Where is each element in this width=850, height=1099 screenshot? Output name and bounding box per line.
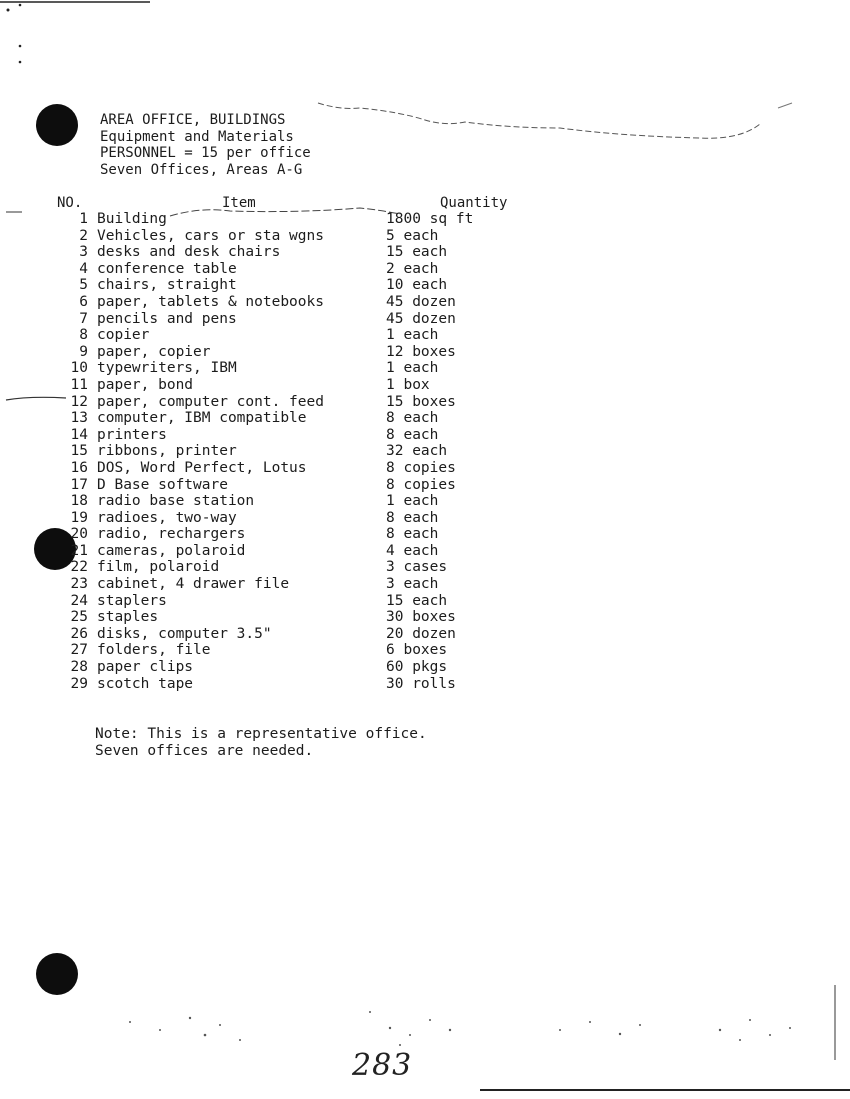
document-header (100, 112, 311, 178)
item-number: 14 (70, 426, 88, 443)
item-number: 28 (70, 659, 88, 676)
note-line-1: Note: This is a representative office. (95, 726, 427, 742)
item-quantity: 8 each (386, 509, 439, 526)
item-name: computer, IBM compatible (97, 410, 307, 427)
item-name: paper, tablets & notebooks (97, 293, 324, 310)
column-header-no: NO. (57, 195, 83, 211)
item-quantity: 12 boxes (386, 343, 456, 360)
item-quantity: 3 cases (386, 559, 448, 576)
item-quantity: 8 each (386, 426, 439, 443)
item-quantity: 8 each (386, 526, 439, 543)
item-quantity: 10 each (386, 277, 448, 294)
item-number: 13 (70, 410, 88, 427)
item-quantity: 3 each (386, 576, 439, 593)
item-quantity: 60 pkgs (386, 659, 448, 676)
item-quantity: 1 each (386, 327, 439, 344)
header-offices: Seven Offices, Areas A-G (100, 161, 303, 178)
item-number: 26 (70, 625, 88, 642)
item-number: 8 (79, 327, 88, 344)
item-name: ribbons, printer (97, 443, 237, 460)
item-number: 27 (70, 642, 88, 659)
item-quantity: 30 boxes (386, 609, 456, 626)
item-name: paper, computer cont. feed (97, 393, 324, 410)
item-name: DOS, Word Perfect, Lotus (97, 459, 307, 476)
item-quantity: 5 each (386, 227, 439, 244)
item-number: 29 (70, 675, 88, 692)
item-number: 20 (70, 526, 88, 543)
item-name: paper, copier (97, 343, 211, 360)
item-name: Building (97, 211, 167, 227)
item-number: 3 (79, 244, 88, 261)
item-quantity: 20 dozen (386, 625, 456, 642)
item-name: radio, rechargers (97, 526, 246, 543)
item-name: D Base software (97, 476, 228, 493)
item-number: 6 (79, 293, 88, 310)
item-name: staples (97, 609, 159, 626)
item-name: staplers (97, 592, 167, 609)
item-number: 19 (70, 509, 88, 526)
item-number: 9 (79, 343, 88, 360)
header-subtitle: Equipment and Materials (100, 128, 294, 145)
item-quantity: 45 dozen (386, 310, 456, 327)
header-personnel: PERSONNEL = 15 per office (100, 145, 311, 161)
item-name: paper clips (97, 659, 194, 676)
item-quantity: 45 dozen (386, 293, 456, 310)
item-number: 10 (70, 360, 88, 377)
item-number: 4 (79, 260, 88, 277)
item-name: radioes, two-way (97, 509, 237, 526)
item-quantity: 8 each (386, 410, 439, 427)
item-name: conference table (97, 260, 237, 277)
note-line-2: Seven offices are needed. (95, 742, 314, 759)
column-header-quantity: Quantity (440, 195, 508, 211)
item-quantity: 15 boxes (386, 393, 456, 410)
item-name: typewriters, IBM (97, 360, 237, 377)
item-name: folders, file (97, 642, 211, 659)
item-name: disks, computer 3.5" (97, 625, 272, 642)
item-quantity: 15 each (386, 592, 448, 609)
item-number: 2 (79, 227, 88, 244)
header-title: AREA OFFICE, BUILDINGS (100, 112, 286, 128)
item-name: film, polaroid (97, 559, 220, 576)
item-name: scotch tape (97, 675, 194, 692)
item-number: 7 (79, 310, 88, 327)
item-quantity: 1 each (386, 360, 439, 377)
item-quantity: 8 copies (386, 459, 456, 476)
note (95, 726, 427, 759)
item-quantity: 4 each (386, 542, 439, 559)
page-number: 283 (352, 1048, 413, 1083)
item-name: cabinet, 4 drawer file (97, 576, 290, 593)
item-number: 11 (70, 376, 88, 393)
item-quantity: 6 boxes (386, 642, 448, 659)
item-quantity: 30 rolls (386, 675, 456, 692)
item-quantity: 2 each (386, 260, 439, 277)
item-number: 15 (70, 443, 88, 460)
item-quantity: 1800 sq ft (386, 211, 474, 227)
item-name: pencils and pens (97, 310, 237, 327)
item-quantity: 15 each (386, 244, 448, 261)
item-quantity: 8 copies (386, 476, 456, 493)
column-header-item: Item (222, 195, 256, 211)
item-quantity: 1 each (386, 493, 439, 510)
item-number: 18 (70, 493, 88, 510)
item-number: 1 (79, 211, 88, 227)
item-quantity: 32 each (386, 443, 448, 460)
item-number: 22 (70, 559, 88, 576)
item-number: 25 (70, 609, 88, 626)
item-name: paper, bond (97, 376, 194, 393)
item-name: radio base station (97, 493, 255, 510)
item-number: 16 (70, 459, 88, 476)
item-number: 23 (70, 576, 88, 593)
item-number: 24 (70, 592, 88, 609)
item-quantity: 1 box (386, 376, 430, 393)
item-name: desks and desk chairs (97, 244, 281, 261)
item-name: copier (97, 327, 150, 344)
item-number: 17 (70, 476, 88, 493)
item-name: chairs, straight (97, 277, 237, 294)
item-number: 12 (70, 393, 88, 410)
item-number: 21 (70, 542, 88, 559)
item-name: Vehicles, cars or sta wgns (97, 227, 324, 244)
item-name: printers (97, 426, 167, 443)
item-number: 5 (79, 277, 88, 294)
item-name: cameras, polaroid (97, 542, 246, 559)
